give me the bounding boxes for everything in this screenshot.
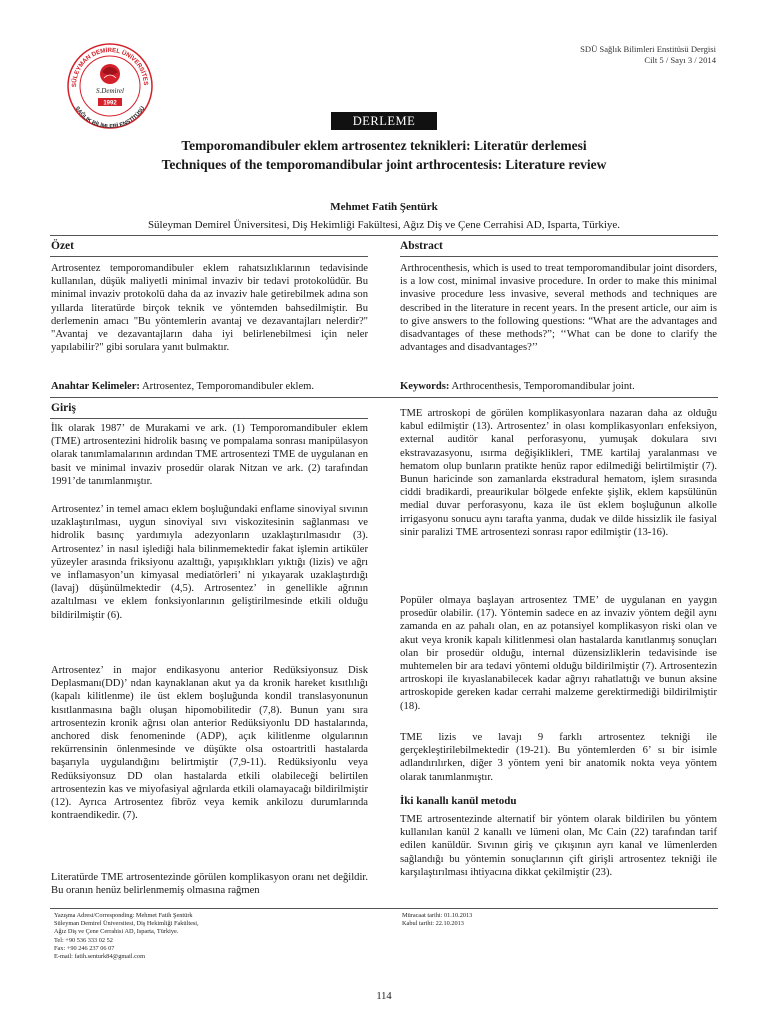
ozet-keywords-value: Artrosentez, Temporomandibuler eklem.: [142, 381, 315, 392]
correspondence-line: Ağız Diş ve Çene Cerrahisi AD, Isparta, Türkiye.: [54, 928, 179, 936]
giris-heading: Giriş: [51, 402, 76, 414]
author-name: Mehmet Fatih Şentürk: [330, 201, 438, 213]
right-paragraph-3: TME lizis ve lavajı 9 farklı artrosentez tekniği ile gerçekleştirilebilmektedir (19-21). Bu yöntemlerden 6’ sı bir isimle adlandırılırken, diğer 3 yöntem yeni bir anatomik nokta veya yöntem olarak tanımlanmıştır.: [400, 732, 717, 783]
logo-ring-bottom: SAĞLIK BİLİMLERİ ENSTİTÜSÜ: [73, 105, 147, 131]
ozet-divider: [50, 256, 368, 257]
accepted-date: Kabul tarihi: 22.10.2013: [402, 920, 464, 928]
header-divider: [50, 235, 718, 236]
correspondence-line: Tel: +90 536 333 02 52: [54, 936, 113, 944]
abstract-keywords: [400, 380, 720, 393]
title-english: Techniques of the temporomandibular joint arthrocentesis: Literature review: [161, 157, 607, 172]
ozet-keywords: [51, 380, 371, 393]
abstract-keywords-label: Keywords:: [400, 381, 450, 392]
giris-paragraph-4: Literatürde TME artrosentezinde görülen komplikasyon oranı net değildir. Bu oranın henüz belirlenmemiş olmasına rağmen: [51, 872, 368, 897]
title-turkish: Temporomandibuler eklem artrosentez teknikleri: Literatür derlemesi: [181, 138, 587, 153]
subheading-two-channel: İki kanallı kanül metodu: [400, 795, 517, 807]
ozet-heading: Özet: [51, 240, 74, 252]
correspondence-block: [54, 912, 354, 961]
logo-year: 1992: [103, 100, 117, 107]
correspondence-line: Yazışma Adresi/Corresponding: Mehmet Fatih Şentürk: [54, 912, 193, 919]
logo-ring-top: SÜLEYMAN DEMİREL ÜNİVERSİTES: [70, 46, 150, 88]
author-affiliation: Süleyman Demirel Üniversitesi, Diş Hekimliği Fakültesi, Ağız Diş ve Çene Cerrahisi AD, Isparta, Türkiye.: [147, 219, 621, 231]
received-date: Müracaat tarihi: 01.10.2013: [402, 912, 473, 919]
page-number: 114: [376, 991, 392, 1002]
giris-paragraph-1: İlk olarak 1987’ de Murakami ve ark. (1) Temporomandibuler eklem (TME) artrosentezini hidrolik basınç ve pompalama sonrası manipülasyon olarak tanımlamalarının ardından TME artrosentezi TME de uygulanan en basit ve minimal invaziv prosedür olarak Nitzan ve ark. (2) tarafından 1991’de tanımlanmıştır.: [51, 423, 368, 487]
university-logo: [62, 38, 158, 134]
giris-paragraph-2: Artrosentez’ in temel amacı eklem boşluğundaki enflame sinoviyal sıvının uzaklaştırılması, uygun sinoviyal sıvı viskozitesinin sağlanması ve hidrolik basınç yardımıyla adezyonların uzaklaştırılmasıdır (3). Artrosentez’ in nasıl işlediği hala bilinmemektedir fakat işlemin artiküler yüzeyler arasında friksiyonu azalttığı, yapışıklıkları yıktığı (lizis) ve ağrı ve inflamasyon’un kimyasal mediatörleri’ ni yıkayarak uzaklaştırdığı (lavaj) düşünülmektedir (4,5). Artrosentez’ in genellikle ağrının azaltılması ve eklem fonksiyonlarının geliştirilmesinde etkili olduğu bildirilmiştir (6).: [51, 504, 368, 621]
giris-divider: [50, 418, 368, 419]
right-paragraph-4: TME artrosentezinde alternatif bir yöntem olarak bildirilen bu yöntem kullanılan kanül 2 kanallı ve lümeni olan, Mc Cain (22) tarafından tarif edilen kanüldür. Sıvının giriş ve çıkışının ayrı kanal ve lümenlerden sağlandığı bu yöntemin sonuçlarının çift girişli artrosentez tekniği ile karşılaştırılması ihtiyacına dikkat çekilmiştir (23).: [400, 814, 717, 878]
dates-block: [402, 912, 702, 928]
right-paragraph-2: Popüler olmaya başlayan artrosentez TME’ de uygulanan en yaygın prosedür olabilir. (17). Yöntemin sadece en az invaziv yöntem değil aynı zamanda en az pahalı olan, en az potansiyel komplikasyon riski olan ve akut veya kronik kapalı kilitlenmesi olan hastalarda kanıtlanmış sonuçları olan bir prosedür olduğu, internal düzensizliklerin tedavisinde ise muhtemelen bir ara tedavi yöntemi olduğu bildirilmiştir (7). Artrosentezin artroskopi ile kıyaslanabilecek kadar ağrıyı rahatlattığı ve bunun aksine artroskopide gereken kadar cerrahi malzeme gerektirmediği bildirilmiştir (18).: [400, 595, 717, 712]
rose-icon: [100, 64, 120, 84]
abstract-keywords-value: Arthrocenthesis, Temporomandibular joint.: [451, 381, 635, 392]
footer-divider: [50, 908, 718, 909]
logo-signature: S.Demirel: [96, 87, 124, 95]
correspondence-line: Süleyman Demirel Üniversitesi, Diş Hekimliği Fakültesi,: [54, 920, 199, 928]
abstract-heading: Abstract: [400, 240, 443, 252]
correspondence-line: E-mail: fatih.senturk84@gmail.com: [54, 953, 145, 961]
journal-header: [580, 44, 716, 66]
right-paragraph-1: TME artroskopi de görülen komplikasyonlara nazaran daha az olduğu kabul edilmiştir (13). Artrosentez’ in olası komplikasyonları enfeksiyon, external auditör kanal perforasyonu, yumuşak dokulara sıvı ekstravazasyonu, ısırma değişiklikleri, TME kartilaj yaralanması ve hematom olup bunların pratikte henüz rapor edilmediği belirtilmiştir (7). Bunun haricinde son zamanlarda ekstradural hematom, işlem sırasında ciddi bradikardi, preaurikular bölgede enfekte şişlik, eklem kapsülünün medial duvar perforasyonu, kaza ile üst eklem boşluğunun alkolle irrigasyonu sonucu aynı tarafta yanma, dudak ve dilde hissizlik ile fasiyal sinir paralizi TME artrosentezi sonrası rapor edilmiştir (13-16).: [400, 408, 717, 538]
section-label: DERLEME: [331, 112, 437, 130]
ozet-keywords-label: Anahtar Kelimeler:: [51, 381, 140, 392]
giris-paragraph-3: Artrosentez’ in major endikasyonu anterior Redüksiyonsuz Disk Deplasmanı(DD)’ ndan kaynaklanan akut ya da kronik hareket kısıtlılığı (kapalı kilitlenme) ile üst eklem boşluğunda kondil translasyonunun kısıtlanmasına bağlı oluşan hipomobilitedir (7,8). Bunun yanı sıra artrosentezin kronik ağrısı olan anterior Redüksiyonlu DD hastalarında, anchored disk fenomeninde (ADP), açık kilitlenme olgularının rekürrensinin önlenmesinde ve düşükte olsa ostoartritli hastalarda başarıyla uygulandığını belirtmiştir (7,9-11). Redüksiyonlu veya Redüksiyonsuz DD olan hastalarda etkili olabileceği belirtilen artrosentezin kas ve miyofasiyal ağrılarda etkili olamayacağı bildirilmiştir (12). Ayrıca Artrosentez fibröz veya kemik ankilozu durumlarında kontraendikedir. (7).: [51, 665, 368, 822]
journal-issue: Cilt 5 / Sayı 3 / 2014: [644, 55, 716, 65]
abstract-divider: [400, 256, 718, 257]
ozet-text: Artrosentez temporomandibuler eklem rahatsızlıklarının tedavisinde kullanılan, düşük maliyetli minimal invaziv bir tedavi protokolüdür. Bu minimal invaziv protokolü daha da az invaziv hale getirebilmek adına son yıllarda literatürde birçok teknik ve yöntemden bahsedilmiştir. Bu derlemenin amacı "Bu yöntemlerin avantaj ve dezavantajları nelerdir?" "Avantaj ve dezavantajların daha iyi belirlenebilmesi için neler yapılabilir?" gibi sorulara yanıt bulmaktır.: [51, 263, 368, 354]
journal-name: SDÜ Sağlık Bilimleri Enstitüsü Dergisi: [580, 44, 716, 54]
abstract-end-divider: [50, 397, 718, 398]
abstract-text: Arthrocenthesis, which is used to treat temporomandibular joint disorders, is a low cost, minimal invasive procedure. In order to make this minimal invasive procedure less invasive, several methods and techniques are described in the literature in recent years. In the present article, our aim is to give answers to the following questions: “What are the advantages and disadvantages of these methods?”; ‘‘What can be done to clarify the advantages and disadvantages?’’: [400, 263, 717, 354]
correspondence-line: Fax: +90 246 237 06 07: [54, 944, 115, 952]
